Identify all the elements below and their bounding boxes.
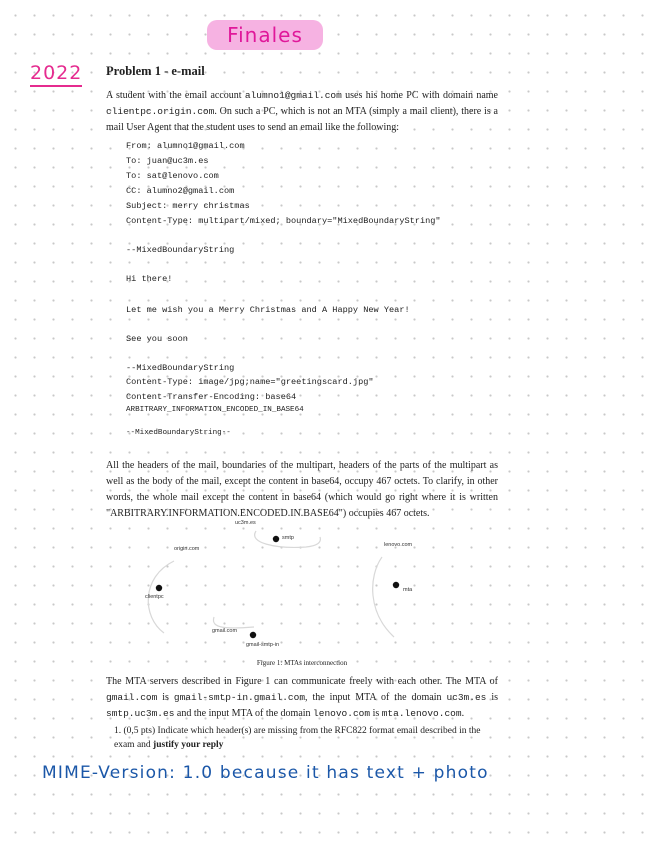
- uc3m-label: uc3m.es: [235, 520, 256, 526]
- question-emphasis: justify your reply: [153, 740, 224, 750]
- email-line: --MixedBoundaryString: [126, 363, 235, 373]
- intro-paragraph: [106, 88, 498, 136]
- mta-paragraph: [106, 674, 498, 722]
- origin-label: origin.com: [174, 546, 200, 552]
- intro-text-3: . On such a PC, which is not an MTA (simply a mail client), there is a mail User Agent that the student uses to send an email like the following:: [106, 106, 498, 133]
- email-line: To: sat@lenovo.com: [126, 171, 219, 181]
- gmail-domain-arc: [213, 617, 254, 628]
- uc3m-mta: smtp.uc3m.es: [106, 708, 175, 719]
- problem-title: Problem 1 - e-mail: [106, 64, 205, 78]
- email-line: Hi there!: [126, 274, 173, 284]
- gmail-smtp-label: gmail-smtp-in: [246, 642, 280, 648]
- figure-caption: Figure 1: MTAs interconnection: [256, 659, 348, 667]
- smtp-label: smtp: [282, 535, 294, 541]
- email-line: From: alumno1@gmail.com: [126, 141, 245, 151]
- question-text: (0,5 pts) Indicate which header(s) are missing from the RFC822 format email described in the exam and: [114, 726, 481, 750]
- email-line: Let me wish you a Merry Christmas and A Happy New Year!: [126, 305, 410, 315]
- mta-text-1: The MTA servers described in Figure 1 can communicate freely with each other. The MTA of: [106, 676, 498, 687]
- headers-paragraph: All the headers of the mail, boundaries of the multipart, headers of the parts of the multipart as well as the body of the mail, except the content in base64, occupy 467 octets. To clarify, in other words, the whole mail except the content in base64 (which would go right where it is written "ARBITRARY.INFORMATION.ENCODED.IN.BASE64") occupies 467 octets.: [106, 460, 498, 519]
- intro-text-2: uses his home PC with domain name: [341, 90, 498, 101]
- email-line: CC: alumno2@gmail.com: [126, 186, 235, 196]
- year-annotation: 2022: [30, 62, 82, 87]
- mta-text-6: is: [370, 708, 382, 719]
- mta-text-3: , the input MTA of the domain: [305, 692, 447, 703]
- client-domain: clientpc.origin.com: [106, 106, 215, 117]
- mta-label: mta: [403, 587, 413, 593]
- gmail-smtp-node: [250, 632, 256, 638]
- smtp-node: [273, 536, 279, 542]
- lenovo-domain: lenovo.com: [313, 708, 371, 719]
- email-line: --MixedBoundaryString: [126, 245, 235, 255]
- gmail-domain: gmail.com: [106, 692, 158, 703]
- lenovo-domain-arc: [373, 557, 394, 637]
- mta-figure: [136, 517, 436, 659]
- student-account: alumno1@gmail.com: [244, 90, 342, 101]
- email-line: To: juan@uc3m.es: [126, 156, 209, 166]
- mta-text-4: is: [486, 692, 499, 703]
- lenovo-mta: mta.lenovo.com: [381, 708, 462, 719]
- question-1: [114, 724, 498, 752]
- mta-node: [393, 582, 399, 588]
- gmail-mta: gmail-smtp-in.gmail.com: [173, 692, 306, 703]
- email-line: Content-Type: image/jpg;name="greetingscard.jpg": [126, 377, 374, 387]
- intro-text-1: A student with the email account: [106, 90, 245, 101]
- gmail-label: gmail.com: [212, 628, 238, 634]
- email-line: See you soon: [126, 334, 188, 344]
- mta-text-5: and the input MTA of the domain: [174, 708, 314, 719]
- finales-sticker: Finales: [207, 20, 323, 50]
- email-line: Subject: merry christmas: [126, 201, 250, 211]
- email-line: Content-Transfer-Encoding: base64: [126, 392, 297, 402]
- clientpc-label: clientpc: [145, 594, 164, 600]
- email-line: Content-Type: multipart/mixed; boundary="MixedBoundaryString": [126, 216, 441, 226]
- question-number: 1.: [114, 726, 122, 736]
- handwritten-answer: MIME-Version: 1.0 because it has text + photo: [42, 763, 489, 783]
- mta-text-7: .: [461, 708, 465, 719]
- lenovo-label: lenovo.com: [384, 542, 413, 548]
- mta-text-2: is: [157, 692, 174, 703]
- uc3m-domain: uc3m.es: [446, 692, 487, 703]
- email-line: --MixedBoundaryString--: [126, 429, 231, 437]
- clientpc-node: [156, 585, 162, 591]
- email-line: ARBITRARY_INFORMATION_ENCODED_IN_BASE64: [126, 406, 304, 414]
